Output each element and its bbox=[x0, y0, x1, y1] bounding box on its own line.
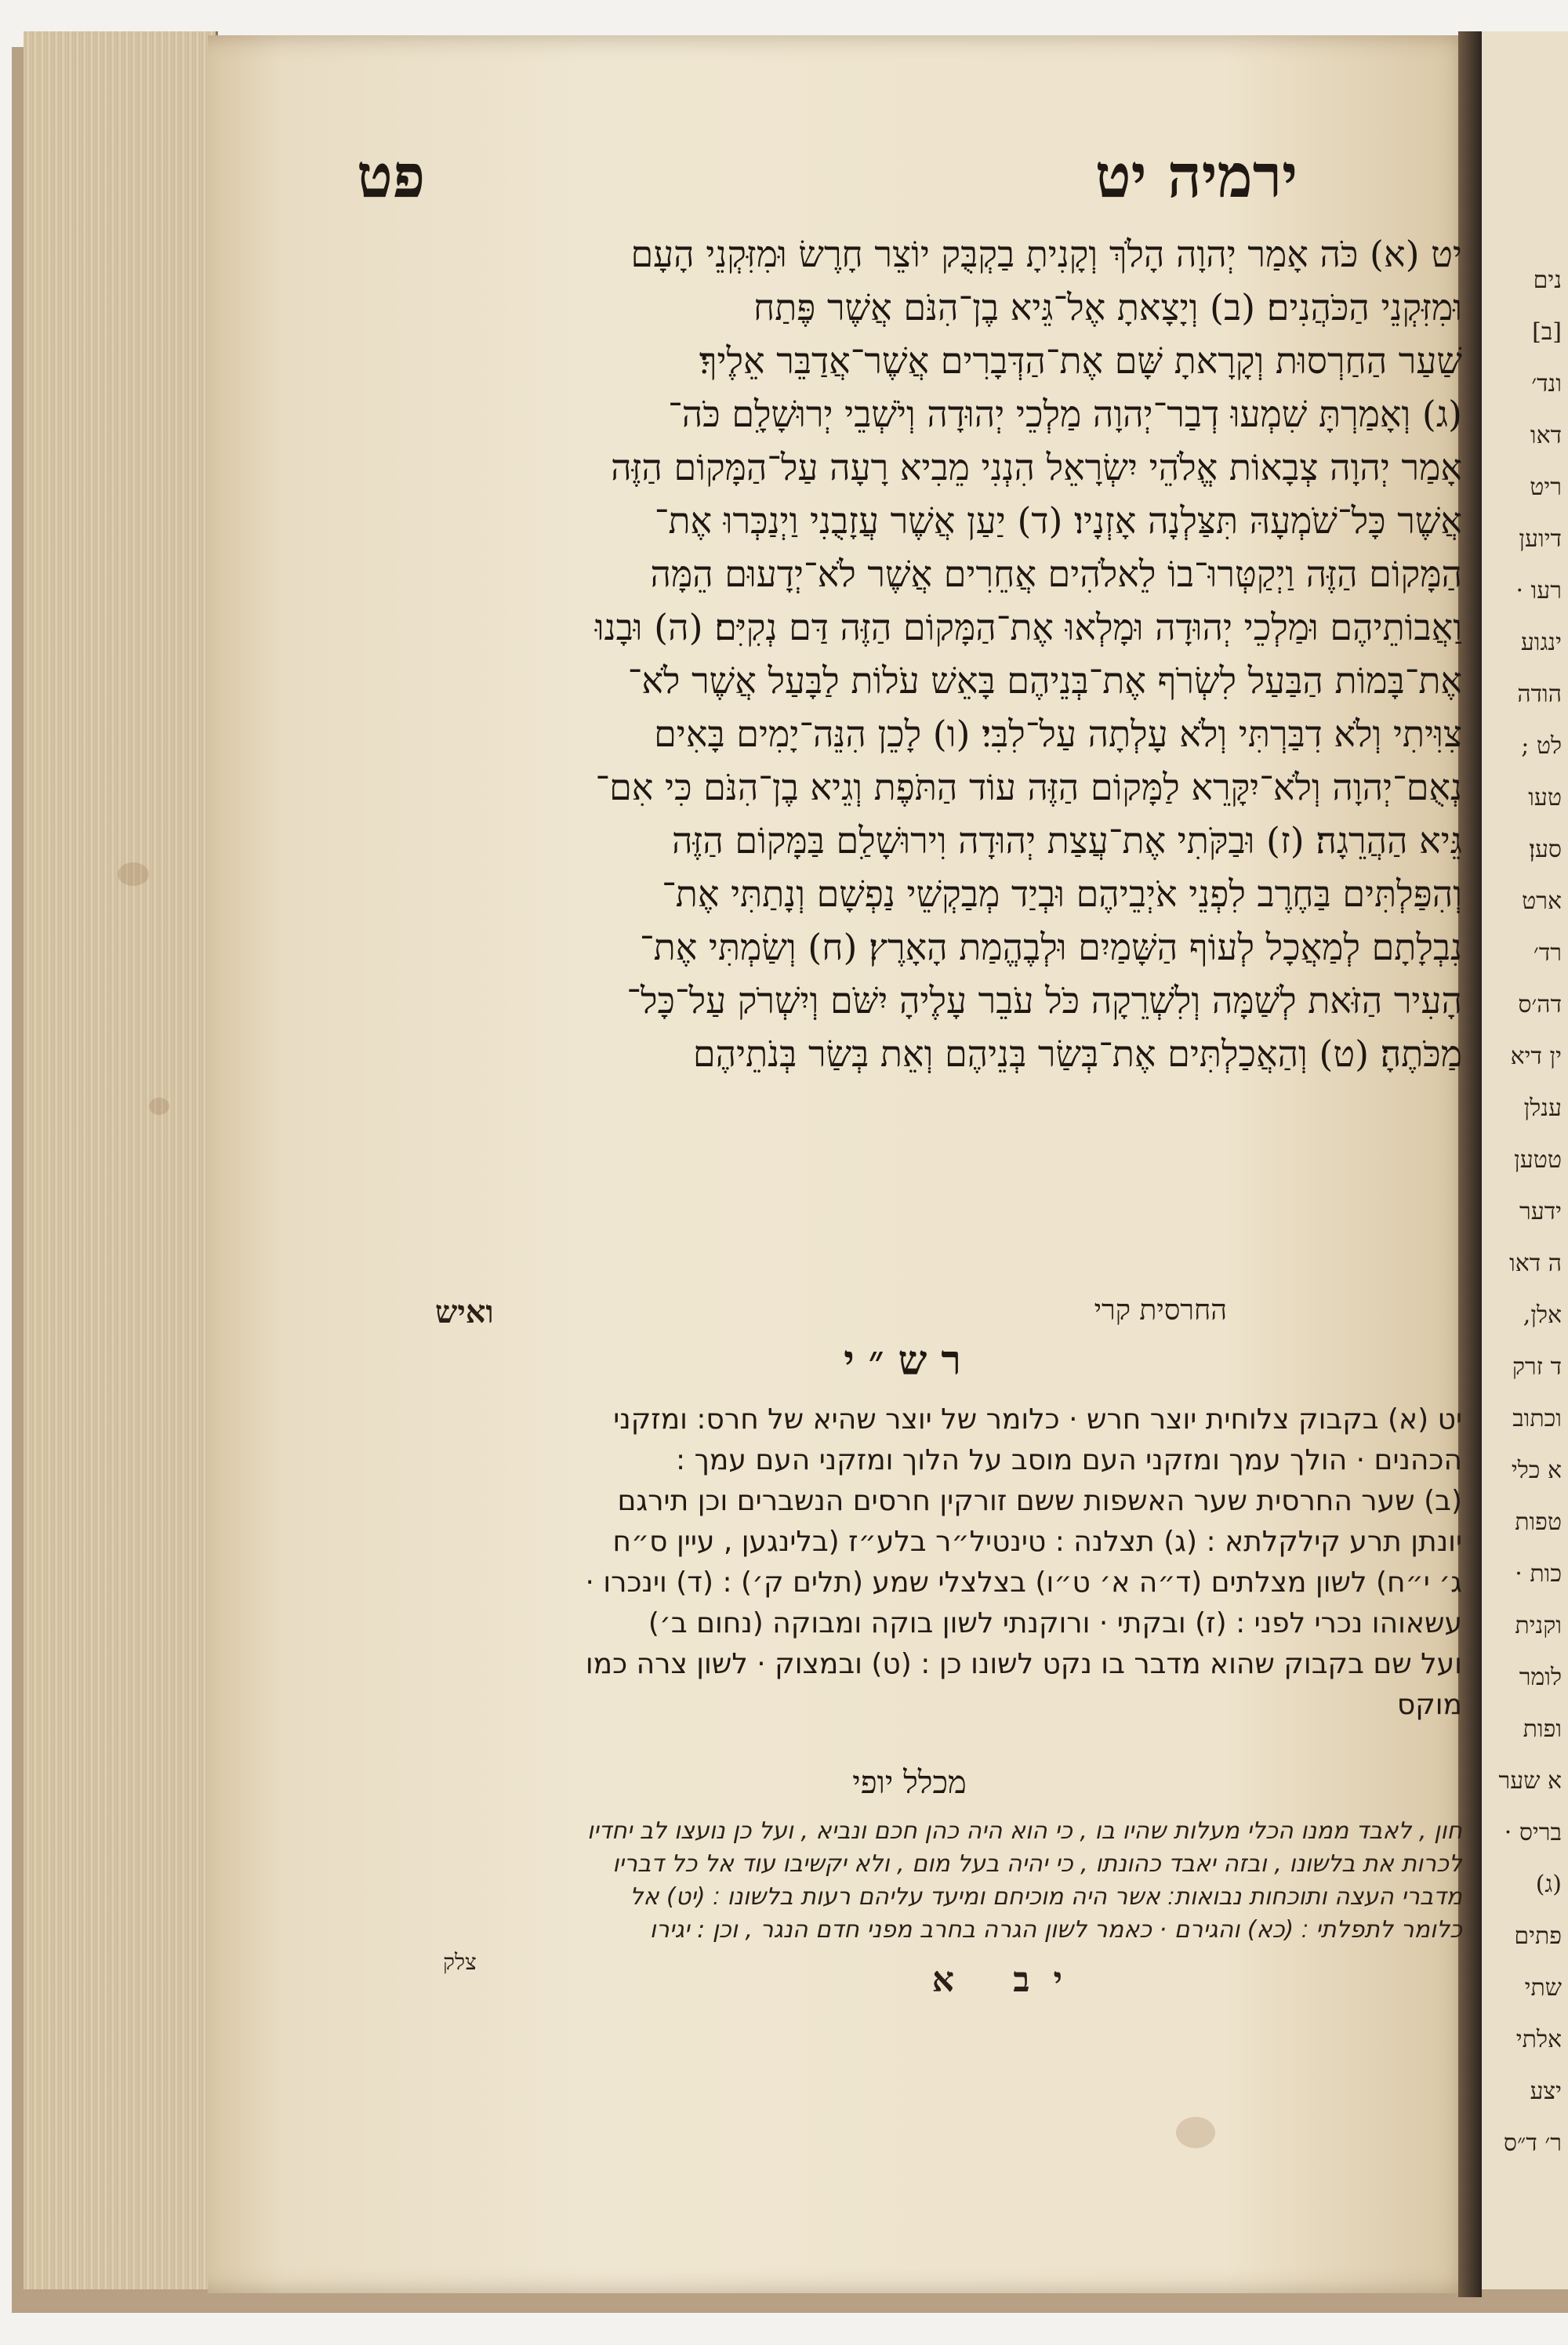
next-page-text-fragment: טעו bbox=[1528, 784, 1562, 811]
text-line: הַמָּקוֹם הַזֶּה וַיְקַטְּרוּ־בוֹ לֵאלֹהִים אֲחֵרִים אֲשֶׁר לֹא־יְדָעוּם הֵמָּה bbox=[650, 553, 1462, 595]
signature-mark: יב א bbox=[931, 1960, 1086, 2000]
next-page-text-fragment: (ג) bbox=[1535, 1871, 1562, 1898]
commentary-line: מוקס bbox=[1396, 1689, 1462, 1721]
commentary-line: יונתן תרע קילקלתא : (ג) תצלנה : טינטיל״ר בלע״ז (בלינגען , עיין ס״ח bbox=[612, 1526, 1462, 1558]
next-page-text-fragment: אלן, bbox=[1523, 1301, 1562, 1329]
next-page-text-fragment: ריט bbox=[1530, 474, 1562, 501]
text-line: נְאֻם־יְהוָה וְלֹא־יִקָּרֵא לַמָּקוֹם הַזֶּה עוֹד הַתֹּפֶת וְגֵיא בֶן־הִנֹּם כִּי אִם־ bbox=[595, 766, 1462, 808]
next-page-text-fragment: וכתוב bbox=[1512, 1405, 1562, 1432]
next-page-fragment bbox=[1482, 31, 1568, 2289]
catchword: ואיש bbox=[435, 1294, 494, 1330]
mikhlal-line: כלומר לתפלתי ׃ (כא) והגירם · כאמר לשון הגרה בחרב מפני חדם הנגר , וכן : יגירו bbox=[649, 1916, 1462, 1944]
mikhlal-line: חון , לאבד ממנו הכלי מעלות שהיו בו , כי הוא היה כהן חכם ונביא , ועל כן נועצו לב יחדיו bbox=[586, 1817, 1462, 1845]
next-page-text-fragment: ידער bbox=[1519, 1198, 1562, 1225]
commentary-line: הכהנים · הולך עמך ומזקני העם מוסב על הלוך ומזקני העם עמך : bbox=[676, 1444, 1462, 1476]
next-page-text-fragment: לט ; bbox=[1521, 732, 1562, 760]
signature-line bbox=[357, 1949, 1462, 2007]
next-page-text-fragment: סען׃ bbox=[1529, 836, 1562, 863]
next-page-text-fragment: דאו bbox=[1530, 422, 1562, 449]
next-page-text-fragment: ענלן bbox=[1523, 1094, 1562, 1122]
next-page-text-fragment: ונד׳ bbox=[1531, 370, 1562, 397]
next-page-text-fragment: לומר bbox=[1519, 1664, 1562, 1691]
next-page-text-fragment: פתים bbox=[1514, 1922, 1562, 1950]
page-edges bbox=[24, 31, 218, 2289]
mikhlal-yofi-commentary bbox=[357, 1815, 1462, 1947]
next-page-text-fragment: ר׳ ד״ס bbox=[1503, 2129, 1562, 2157]
mikhlal-yofi-heading: מכלל יופי bbox=[852, 1765, 967, 1801]
mikhlal-line: מדברי העצה ותוכחות נבואות׃ אשר היה מוכיחם ומיעד עליהם רעות בלשונו ׃ (יט) אל bbox=[630, 1883, 1462, 1911]
next-page-text-fragment: [ב] bbox=[1532, 318, 1562, 346]
text-line: גֵּיא הַהֲרֵגָה׃ (ז) וּבַקֹּתִי אֶת־עֲצַת יְהוּדָה וִירוּשָׁלִַם בַּמָּקוֹם הַזֶּה bbox=[672, 819, 1462, 862]
text-line: וּמִזִּקְנֵי הַכֹּהֲנִים׃ (ב) וְיָצָאתָ אֶל־גֵּיא בֶן־הִנֹּם אֲשֶׁר פֶּתַח bbox=[753, 286, 1462, 329]
text-line: הָעִיר הַזֹּאת לְשַׁמָּה וְלִשְׁרֵקָה כֹּל עֹבֵר עָלֶיהָ יִשֹּׁם וְיִשְׁרֹק עַל־כָּל־ bbox=[626, 979, 1462, 1022]
commentary-line: עשאוהו נכרי לפני : (ז) ובקתי · ורוקנתי לשון בוקה ומבוקה (נחום ב׳) bbox=[648, 1607, 1462, 1639]
text-line: אָמַר יְהוָה צְבָאוֹת אֱלֹהֵי יִשְׂרָאֵל הִנְנִי מֵבִיא רָעָה עַל־הַמָּקוֹם הַזֶּה bbox=[611, 446, 1462, 488]
next-page-text-fragment: דיוען bbox=[1519, 525, 1562, 553]
signature-extra: צלק bbox=[443, 1949, 477, 1975]
biblical-text bbox=[357, 227, 1462, 1080]
text-line: אֲשֶׁר כָּל־שֹׁמְעָהּ תִּצַּלְנָה אָזְנָיו׃ (ד) יַעַן אֲשֶׁר עֲזָבֻנִי וַיְנַכְּרוּ אֶת־ bbox=[654, 499, 1462, 542]
commentary-line: יט (א) בקבוק צלוחית יוצר חרש · כלומר של יוצר שהיא של חרס: ומזקני bbox=[613, 1403, 1462, 1436]
next-page-text-fragment: רעו · bbox=[1515, 577, 1562, 604]
next-page-text-fragment: אלתי bbox=[1515, 2026, 1562, 2053]
text-line: מַכֹּתֶהָ׃ (ט) וְהַאֲכַלְתִּים אֶת־בְּשַׂר בְּנֵיהֶם וְאֵת בְּשַׂר בְּנֹתֵיהֶם bbox=[692, 1033, 1462, 1075]
qere-note: החרסית קרי bbox=[1094, 1294, 1227, 1327]
next-page-text-fragment: טפות bbox=[1515, 1508, 1562, 1536]
text-line: (ג) וְאָמַרְתָּ שִׁמְעוּ דְבַר־יְהוָה מַלְכֵי יְהוּדָה וְיֹשְׁבֵי יְרוּשָׁלִָם כֹּה־ bbox=[668, 393, 1462, 435]
next-page-text-fragment: רד׳ bbox=[1533, 939, 1562, 967]
next-page-text-fragment: א שער bbox=[1498, 1767, 1562, 1795]
next-page-text-fragment: דה׳ס bbox=[1518, 991, 1562, 1018]
next-page-text-fragment: טטען bbox=[1514, 1146, 1562, 1174]
next-page-text-fragment: ינגוע bbox=[1520, 629, 1562, 656]
text-line: אֶת־בָּמוֹת הַבַּעַל לִשְׂרֹף אֶת־בְּנֵיהֶם בָּאֵשׁ עֹלוֹת לַבָּעַל אֲשֶׁר לֹא־ bbox=[627, 659, 1462, 702]
page-number: פט bbox=[357, 141, 426, 211]
next-page-text-fragment: נים bbox=[1533, 267, 1562, 294]
running-title: ירמיה יט bbox=[1094, 141, 1298, 211]
next-page-text-fragment: ארט bbox=[1522, 888, 1562, 915]
text-line: צִוִּיתִי וְלֹא דִבַּרְתִּי וְלֹא עָלְתָה עַל־לִבִּי׃ (ו) לָכֵן הִנֵּה־יָמִים בָּאִים bbox=[654, 713, 1462, 755]
page-header bbox=[357, 141, 1454, 227]
foxing-spot bbox=[1176, 2117, 1215, 2148]
foxing-spot bbox=[149, 1098, 169, 1115]
text-line: וְהִפַּלְתִּים בַּחֶרֶב לִפְנֵי אֹיְבֵיהֶם וּבְיַד מְבַקְשֵׁי נַפְשָׁם וְנָתַתִּי אֶת־ bbox=[662, 873, 1462, 915]
next-page-text-fragment: בריס · bbox=[1504, 1819, 1562, 1846]
commentary-line: ג׳ י״ח) לשון מצלתים (ד״ה א׳ ט״ו) בצלצלי שמע (תלים ק׳) : (ד) וינכרו · bbox=[585, 1566, 1462, 1599]
next-page-text-fragment: יצע bbox=[1530, 2078, 1562, 2105]
next-page-text-fragment: שתי bbox=[1524, 1974, 1562, 2002]
text-line: וַאֲבוֹתֵיהֶם וּמַלְכֵי יְהוּדָה וּמָלְאוּ אֶת־הַמָּקוֹם הַזֶּה דַּם נְקִיִּם׃ (ה) וּבָנוּ bbox=[594, 606, 1462, 648]
next-page-text-fragment: וקנית bbox=[1515, 1612, 1562, 1639]
next-page-text-fragment: ד זרק bbox=[1512, 1353, 1562, 1381]
qere-line bbox=[357, 1294, 1462, 1341]
next-page-text-fragment: ין דיא bbox=[1510, 1043, 1562, 1070]
mikhlal-line: לכרות את בלשונו , ובזה יאבד כהונתו , כי יהיה בעל מום , ולא יקשיבו עוד אל כל דבריו bbox=[612, 1850, 1462, 1878]
rashi-commentary bbox=[357, 1399, 1462, 1726]
rashi-heading: רש״י bbox=[844, 1337, 975, 1385]
next-page-text-fragment: כות · bbox=[1515, 1560, 1562, 1588]
next-page-text-fragment: הודה bbox=[1517, 681, 1562, 708]
foxing-spot bbox=[118, 862, 149, 886]
next-page-text-fragment: ה דאו bbox=[1509, 1250, 1562, 1277]
text-line: יט (א) כֹּה אָמַר יְהוָה הָלֹךְ וְקָנִיתָ בַקְבֻּק יוֹצֵר חָרֶשׂ וּמִזִּקְנֵי הָעָם bbox=[630, 233, 1462, 275]
next-page-text-fragment: ופות bbox=[1523, 1715, 1562, 1743]
text-line: שַׁעַר הַחַרְסוּת וְקָרָאתָ שָּׁם אֶת־הַדְּבָרִים אֲשֶׁר־אֲדַבֵּר אֵלֶיךָ׃ bbox=[699, 339, 1462, 382]
next-page-text-fragment: א כלי bbox=[1511, 1457, 1562, 1484]
commentary-line: (ב) שער החרסית שער האשפות ששם זורקין חרסים הנשברים וכן תירגם bbox=[617, 1485, 1462, 1517]
commentary-line: ועל שם בקבוק שהוא מדבר בו נקט לשונו כן : (ט) ובמצוק · לשון צרה כמו bbox=[585, 1648, 1462, 1680]
text-line: נִבְלָתָם לְמַאֲכָל לְעוֹף הַשָּׁמַיִם וּלְבֶהֱמַת הָאָרֶץ׃ (ח) וְשַׂמְתִּי אֶת־ bbox=[640, 926, 1462, 968]
